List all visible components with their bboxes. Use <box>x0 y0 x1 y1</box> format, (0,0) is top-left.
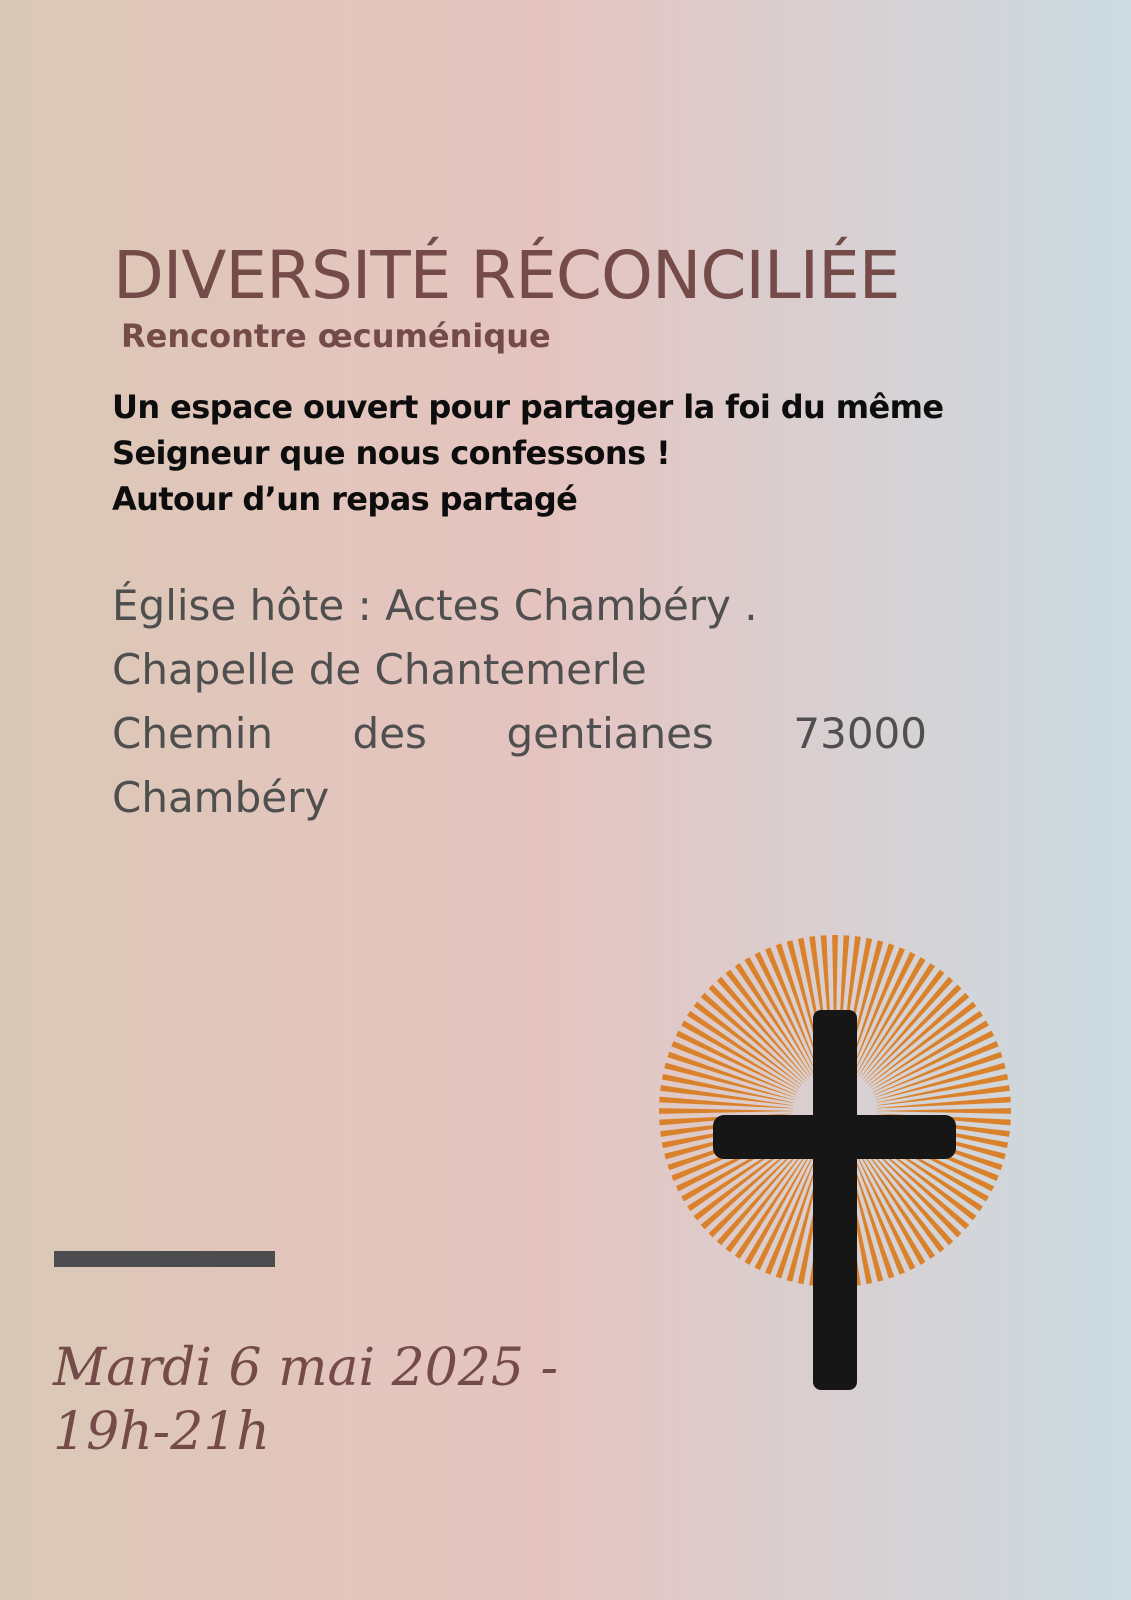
postal-code: 73000 <box>793 709 927 758</box>
divider-bar <box>54 1251 275 1267</box>
time-line: 19h-21h <box>53 1402 270 1462</box>
date-line: Mardi 6 mai 2025 - <box>53 1338 559 1398</box>
intro-line: Un espace ouvert pour partager la foi du même <box>112 388 944 426</box>
sunburst-ray <box>874 1041 999 1095</box>
poster-title: DIVERSITÉ RÉCONCILIÉE <box>113 237 900 314</box>
sunburst-ray <box>659 1108 793 1114</box>
address-block <box>112 574 927 830</box>
sunburst-ray <box>765 947 819 1072</box>
sunburst-ray <box>671 1041 796 1095</box>
intro-text <box>112 384 943 522</box>
cross-sunburst-icon <box>652 930 1018 1392</box>
street-address <box>112 702 927 766</box>
cross-shape <box>713 1010 956 1390</box>
sunburst-ray <box>851 1150 905 1275</box>
venue-name: Chapelle de Chantemerle <box>112 645 647 694</box>
street-word: Chemin <box>112 709 273 758</box>
event-date <box>53 1336 558 1464</box>
city-name: Chambéry <box>112 773 330 822</box>
poster-subtitle: Rencontre œcuménique <box>121 317 551 355</box>
street-word: des <box>352 709 427 758</box>
intro-line: Seigneur que nous confessons ! <box>112 434 671 472</box>
sunburst-ray <box>765 1150 819 1275</box>
sunburst-ray <box>877 1108 1011 1114</box>
street-word: gentianes <box>506 709 714 758</box>
intro-line: Autour d’un repas partagé <box>112 480 578 518</box>
sunburst-ray <box>851 947 905 1072</box>
host-church: Église hôte : Actes Chambéry . <box>112 581 758 630</box>
